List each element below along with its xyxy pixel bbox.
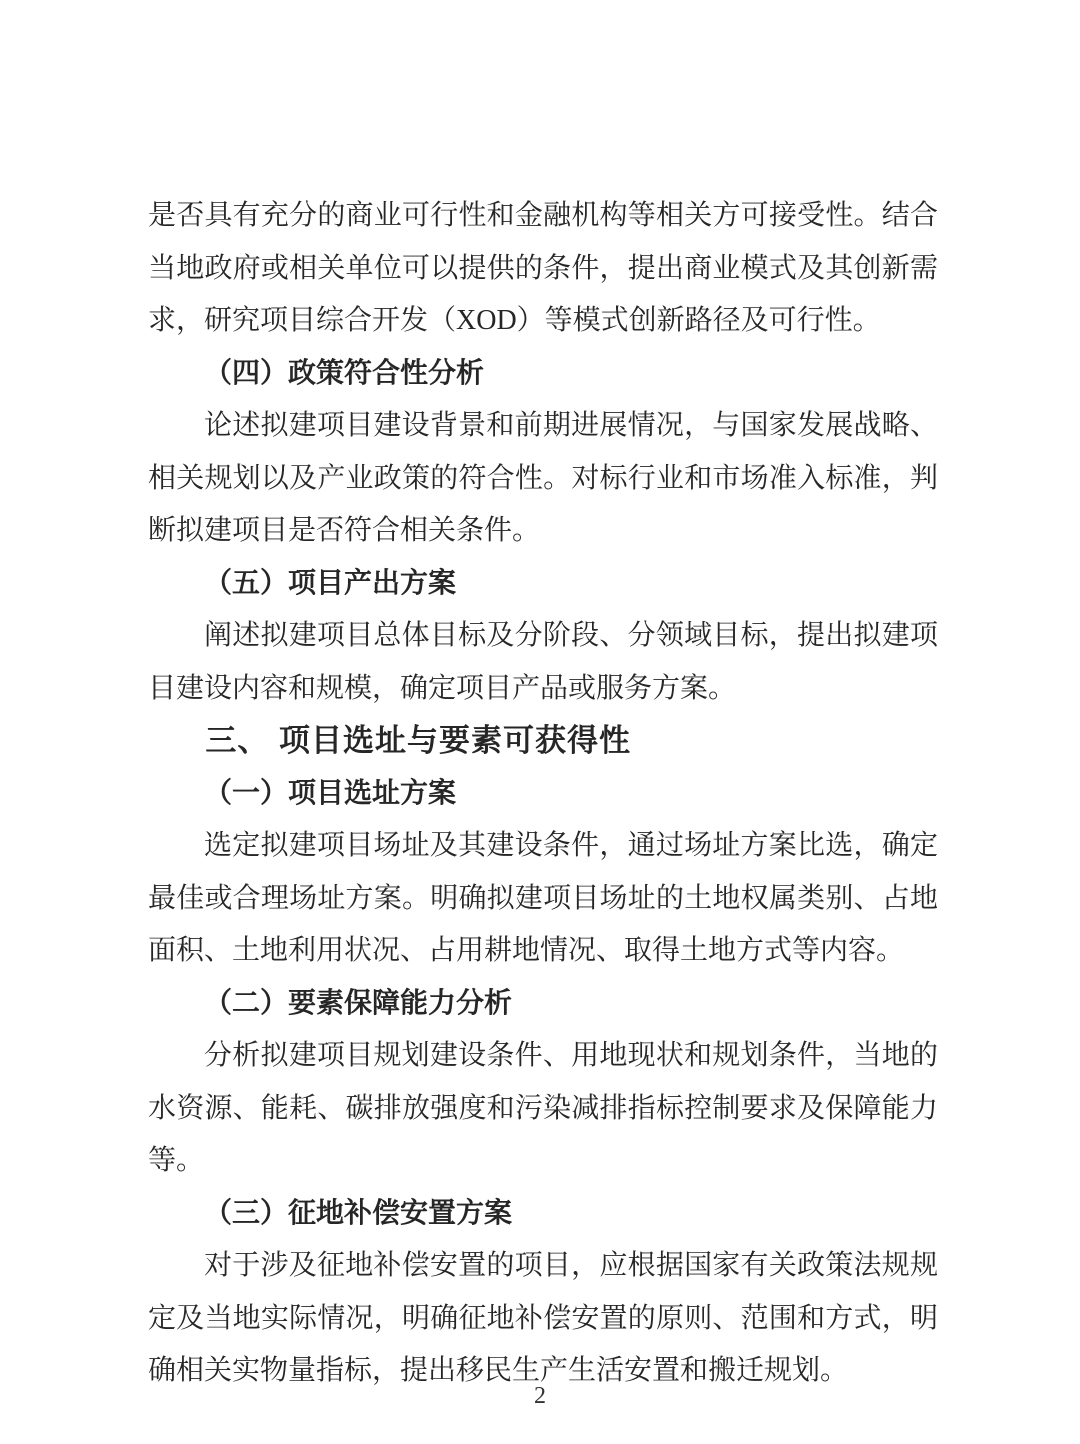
paragraph: 论述拟建项目建设背景和前期进展情况，与国家发展战略、相关规划以及产业政策的符合性。对标行业和市场准入标准，判断拟建项目是否符合相关条件。: [148, 410, 938, 546]
sub-heading: （一）项目选址方案: [204, 777, 457, 809]
sub-heading: （三）征地补偿安置方案: [204, 1197, 513, 1229]
page-footer: [0, 1383, 1080, 1410]
sub-heading: （四）政策符合性分析: [204, 357, 485, 389]
paragraph: 分析拟建项目规划建设条件、用地现状和规划条件，当地的水资源、能耗、碳排放强度和污染减排指标控制要求及保障能力等。: [148, 1040, 938, 1176]
paragraph: 是否具有充分的商业可行性和金融机构等相关方可接受性。结合当地政府或相关单位可以提供的条件，提出商业模式及其创新需求，研究项目综合开发（XOD）等模式创新路径及可行性。: [148, 200, 938, 336]
section-heading: 三、 项目选址与要素可获得性: [205, 723, 631, 758]
paragraph: 对于涉及征地补偿安置的项目，应根据国家有关政策法规规定及当地实际情况，明确征地补偿安置的原则、范围和方式，明确相关实物量指标，提出移民生产生活安置和搬迁规划。: [148, 1250, 938, 1386]
sub-heading: （二）要素保障能力分析: [204, 987, 513, 1019]
paragraph: 阐述拟建项目总体目标及分阶段、分领域目标，提出拟建项目建设内容和规模，确定项目产品或服务方案。: [148, 620, 938, 704]
document-content: [148, 190, 938, 1398]
page-number: 2: [534, 1383, 546, 1409]
paragraph: 选定拟建项目场址及其建设条件，通过场址方案比选，确定最佳或合理场址方案。明确拟建项目场址的土地权属类别、占地面积、土地利用状况、占用耕地情况、取得土地方式等内容。: [148, 830, 938, 966]
sub-heading: （五）项目产出方案: [204, 567, 457, 599]
